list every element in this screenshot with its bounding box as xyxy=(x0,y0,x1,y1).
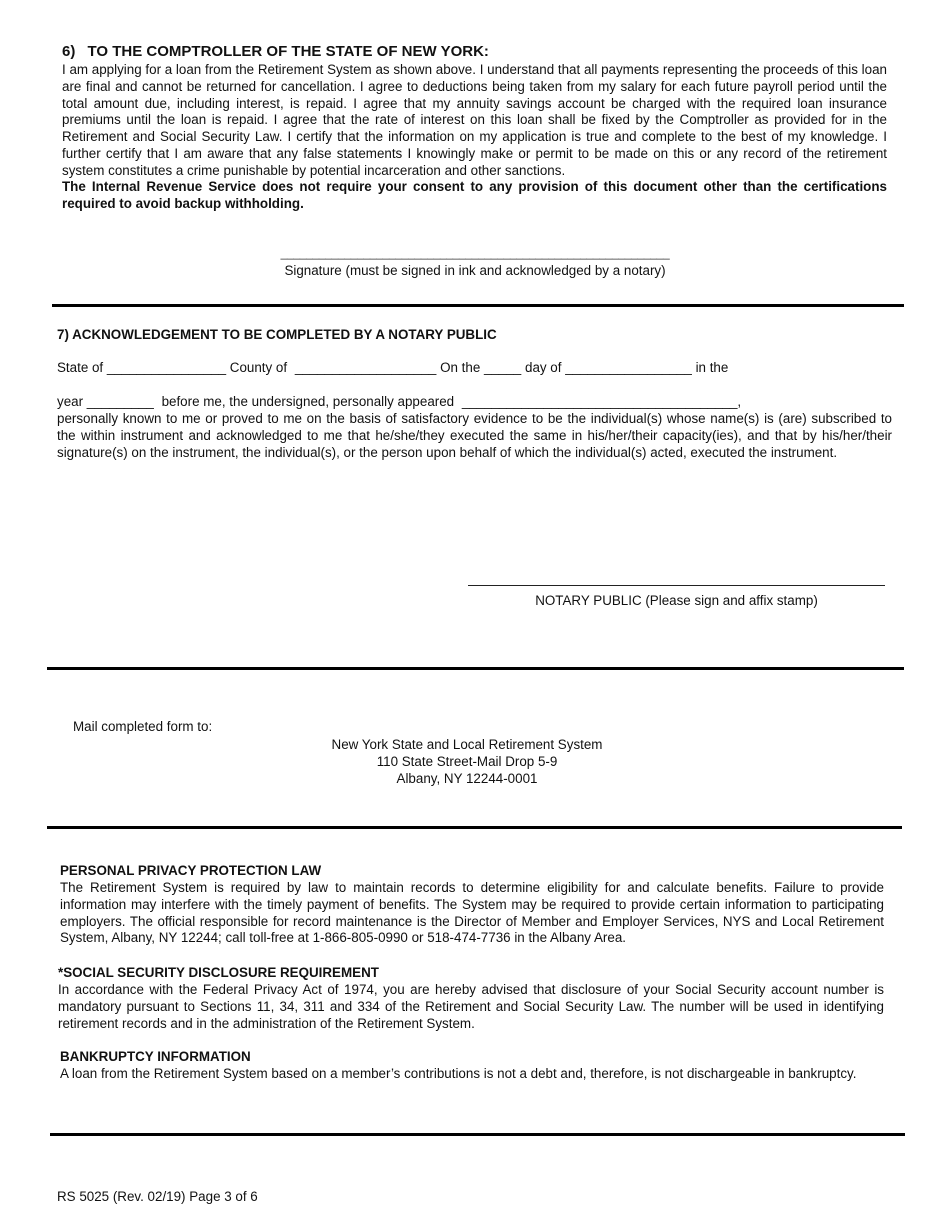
section6-body: I am applying for a loan from the Retirement System as shown above. I understand that all payments representing the proceeds of this loan are final and cannot be returned for cancellation. I agree to deductions being taken from my salary for each future payroll period until the total amount due, including interest, is repaid. I agree that my annuity savings account be charged with the required loan insurance premiums until the loan is repaid. I agree that the rate of interest on this loan shall be fixed by the Comptroller as provided for in the Retirement and Social Security Law. I certify that the information on my application is true and complete to the best of my knowledge. I further certify that I am aware that any false statements I knowingly make or permit to be made on this or any record of the retirement system constitutes a crime punishable by potential incarceration and other sanctions. xyxy=(62,62,887,178)
section6-heading-row xyxy=(62,43,489,60)
divider xyxy=(47,826,902,829)
county-label: County of xyxy=(229,360,288,375)
section7-body: personally known to me or proved to me on the basis of satisfactory evidence to be the individual(s) whose name(s) is (are) subscribed to the within instrument and acknowledged to me that he/she/they executed the same in his/her/their capacity(ies), and that by his/her/their signature(s) on the instrument, the individual(s), or the person upon behalf of which the individual(s) acted, executed the instrument. xyxy=(57,411,892,460)
year-field[interactable]: _________ xyxy=(86,394,154,409)
divider xyxy=(50,1133,905,1136)
year-label: year xyxy=(57,394,84,409)
mail-to-label: Mail completed form to: xyxy=(73,719,213,734)
month-field[interactable]: _________________ xyxy=(565,360,692,375)
section7-heading: 7) ACKNOWLEDGEMENT TO BE COMPLETED BY A NOTARY PUBLIC xyxy=(57,327,497,342)
ssn-heading: *SOCIAL SECURITY DISCLOSURE REQUIREMENT xyxy=(58,965,379,980)
privacy-body: The Retirement System is required by law to maintain records to determine eligibility for and calculate benefits. Failure to provide information may interfere with the timely payment of benefits. The System may be required to provide certain information to participating employers. The official responsible for record maintenance is the Director of Member and Employer Services, NYS and Local Retirement System, Albany, NY 12244; call toll-free at 1-866-805-0990 or 518-474-7736 in the Albany Area. xyxy=(60,880,884,946)
notary-label: NOTARY PUBLIC (Please sign and affix stamp) xyxy=(535,593,818,608)
privacy-heading: PERSONAL PRIVACY PROTECTION LAW xyxy=(60,863,322,878)
signature-line[interactable]: _____________________________________________________________ xyxy=(280,246,670,260)
ssn-body: In accordance with the Federal Privacy Act of 1974, you are hereby advised that disclosure of your Social Security account number is mandatory pursuant to Sections 11, 34, 311 and 334 of the Retirement and Social Security Law. The number will be used in identifying retirement records and in the administration of the Retirement System. xyxy=(58,982,884,1031)
address-line-3: Albany, NY 12244-0001 xyxy=(396,771,538,786)
day-of-label: day of xyxy=(525,360,562,375)
county-field[interactable]: ___________________ xyxy=(294,360,437,375)
bankruptcy-body: A loan from the Retirement System based on a member’s contributions is not a debt and, therefore, is not dischargeable in bankruptcy. xyxy=(60,1066,857,1081)
notary-venue-row xyxy=(57,360,728,375)
notary-appearance-row xyxy=(57,394,741,409)
in-the-label: in the xyxy=(695,360,729,375)
address-line-2: 110 State Street-Mail Drop 5-9 xyxy=(376,754,558,769)
signature-label: Signature (must be signed in ink and acknowledged by a notary) xyxy=(284,263,666,278)
on-the-label: On the xyxy=(440,360,481,375)
appeared-name-field[interactable]: _____________________________________, xyxy=(461,394,742,409)
state-label: State of xyxy=(57,360,104,375)
section6-number: 6) xyxy=(62,43,76,60)
form-id: RS 5025 (Rev. 02/19) Page 3 of 6 xyxy=(57,1189,258,1204)
mailing-address xyxy=(267,736,667,787)
divider xyxy=(47,667,904,670)
state-field[interactable]: ________________ xyxy=(106,360,227,375)
appeared-label: before me, the undersigned, personally appeared xyxy=(161,394,455,409)
notary-signature-line[interactable] xyxy=(468,585,885,586)
day-field[interactable]: _____ xyxy=(484,360,522,375)
bankruptcy-heading: BANKRUPTCY INFORMATION xyxy=(60,1049,251,1064)
divider xyxy=(52,304,904,307)
section6-heading: TO THE COMPTROLLER OF THE STATE OF NEW YORK: xyxy=(87,43,489,60)
address-line-1: New York State and Local Retirement System xyxy=(331,737,603,752)
irs-notice: The Internal Revenue Service does not require your consent to any provision of this document other than the certifications required to avoid backup withholding. xyxy=(62,179,887,211)
